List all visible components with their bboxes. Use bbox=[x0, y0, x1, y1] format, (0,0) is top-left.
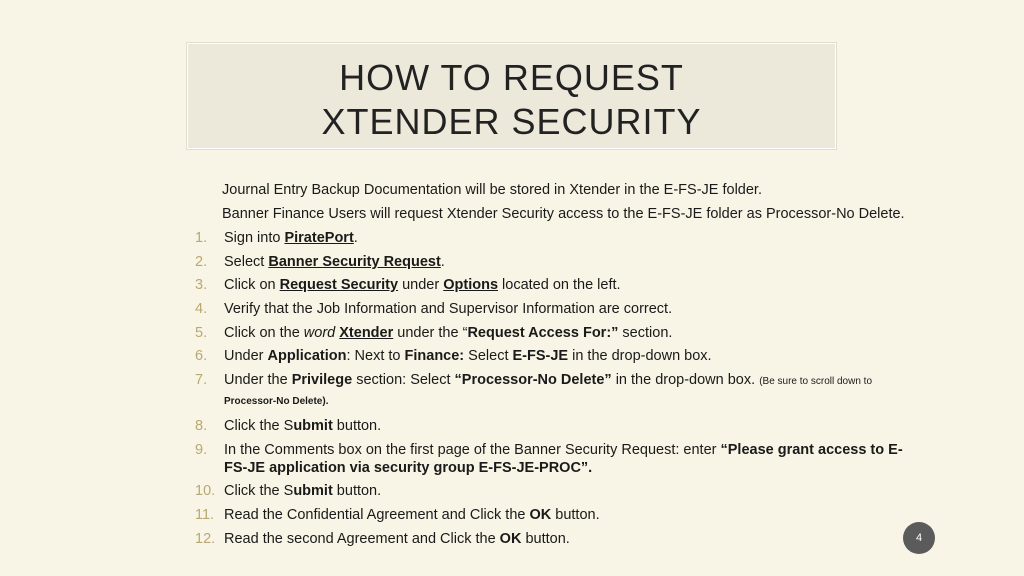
step-text: In the Comments box on the first page of the Banner Security Request: enter bbox=[224, 441, 721, 458]
step-6 bbox=[195, 347, 925, 365]
step-number: 11. bbox=[195, 506, 215, 523]
step-number: 3. bbox=[195, 277, 208, 294]
step-text-bold: E-FS-JE bbox=[512, 348, 569, 365]
step-text: located on the left. bbox=[498, 277, 621, 294]
xtender-link[interactable]: Xtender bbox=[339, 324, 394, 341]
step-text-bold: Privilege bbox=[291, 372, 353, 389]
slide-title-line-1: HOW TO REQUEST bbox=[339, 57, 684, 98]
step-text: button. bbox=[551, 506, 600, 523]
step-text-bold: Request Access For:” bbox=[467, 324, 619, 341]
step-note: (Be sure to scroll down to bbox=[759, 376, 873, 388]
step-text: in the drop-down box. bbox=[611, 372, 760, 389]
step-text: section: Select bbox=[352, 372, 455, 389]
banner-security-request-link[interactable]: Banner Security Request bbox=[268, 253, 441, 270]
step-text-bold: OK bbox=[499, 530, 522, 547]
request-security-link[interactable]: Request Security bbox=[279, 277, 399, 294]
step-text: Sign into bbox=[224, 230, 285, 246]
step-text: Read the second Agreement and Click the bbox=[224, 530, 500, 547]
step-text: Click the S bbox=[224, 483, 294, 500]
slide-title-line-2: XTENDER SECURITY bbox=[321, 101, 702, 142]
step-9 bbox=[195, 441, 925, 477]
step-5 bbox=[195, 324, 925, 342]
options-link[interactable]: Options bbox=[443, 277, 499, 294]
step-2 bbox=[195, 253, 925, 271]
step-text: button. bbox=[521, 530, 570, 547]
step-text-bold: Finance: bbox=[404, 348, 465, 365]
step-text-bold: ubmit bbox=[293, 417, 333, 434]
step-number: 8. bbox=[195, 417, 208, 434]
step-number: 4. bbox=[195, 301, 208, 318]
step-text-bold: Application bbox=[267, 348, 347, 365]
intro-line-2: Banner Finance Users will request Xtender Security access to the E-FS-JE folder as Processor-No Delete. bbox=[222, 206, 905, 222]
step-text: Verify that the Job Information and Supervisor Information are correct. bbox=[224, 301, 673, 318]
step-12 bbox=[195, 530, 925, 548]
step-7 bbox=[195, 371, 925, 411]
step-text-bold: OK bbox=[529, 506, 552, 523]
step-text: Read the Confidential Agreement and Click the bbox=[224, 506, 530, 523]
step-text: under bbox=[398, 277, 444, 294]
step-8 bbox=[195, 417, 925, 435]
step-text-bold: “Processor-No Delete” bbox=[454, 372, 612, 389]
step-1 bbox=[195, 229, 925, 247]
step-number: 6. bbox=[195, 348, 208, 365]
step-number: 10. bbox=[195, 483, 216, 500]
step-number: 2. bbox=[195, 253, 208, 270]
page-number-badge: 4 bbox=[903, 522, 935, 554]
step-3 bbox=[195, 276, 925, 294]
step-4 bbox=[195, 300, 925, 318]
step-text-italic: word bbox=[303, 324, 336, 341]
step-number: 12. bbox=[195, 530, 216, 547]
step-text: button. bbox=[332, 417, 382, 434]
step-number: 7. bbox=[195, 372, 208, 389]
step-text: . bbox=[440, 253, 445, 270]
step-10 bbox=[195, 482, 925, 500]
step-text: Under bbox=[224, 348, 268, 365]
step-text: Under the bbox=[224, 372, 292, 389]
intro-line-1: Journal Entry Backup Documentation will be stored in Xtender in the E-FS-JE folder. bbox=[222, 182, 762, 198]
step-text-bold: ubmit bbox=[293, 483, 333, 500]
step-text: Click on bbox=[224, 277, 280, 294]
step-note-bold: Processor-No Delete). bbox=[224, 396, 329, 408]
pirateport-link[interactable]: PiratePort bbox=[284, 230, 354, 246]
step-text: section. bbox=[618, 324, 673, 341]
step-text: Click on the bbox=[224, 324, 304, 341]
step-text: in the drop-down box. bbox=[568, 348, 712, 365]
step-text: Select bbox=[464, 348, 513, 365]
step-text: Select bbox=[224, 253, 269, 270]
steps-list bbox=[195, 229, 925, 553]
step-number: 9. bbox=[195, 441, 208, 458]
title-box bbox=[187, 43, 836, 149]
step-number: 5. bbox=[195, 324, 208, 341]
step-text-bold: “Please grant access to E-FS-JE application via security group E-FS-JE-PROC”. bbox=[224, 441, 903, 476]
step-text: : Next to bbox=[346, 348, 405, 365]
step-text: Click the S bbox=[224, 417, 294, 434]
step-text: . bbox=[353, 230, 358, 246]
step-number: 1. bbox=[195, 230, 208, 246]
step-text: under the “ bbox=[393, 324, 468, 341]
step-text: button. bbox=[332, 483, 382, 500]
step-11 bbox=[195, 506, 925, 524]
